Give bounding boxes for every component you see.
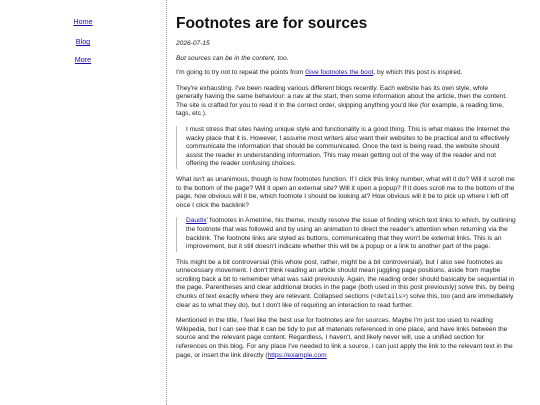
paragraph-exhausting: They're exhausting. I've been reading various different blogs recently. Each website has its own style, while generally having the same behaviour: a nav at the start, then some information about the article, then the content. The site is crafted for you to read it in the correct order, skipping anything you'd like (for example, a reading time, tags, etc.). <box>176 84 507 118</box>
nav-link-blog[interactable]: Blog <box>75 37 91 46</box>
link-example[interactable]: https://example.com <box>267 351 327 359</box>
controversial-text-before: This might be a bit controversial (this whole post, rather, might be a bit controversial), but I also see footnotes as unnecessary movement. I don't think reading an article should mean juggling page positions, aside from maybe scrolling back a bit to remember what was said previously. Again, the reading order should basically be sequential in the page. Parentheses and clear additional blocks in the page (both used in this post previously) solve this, by being chunks of text exactly where they are relevant. Collapsed sections ( <box>176 258 515 301</box>
aside-quote-daudix <box>176 217 516 251</box>
paragraph-controversial <box>176 259 516 311</box>
aside-quote-daudix-text <box>186 217 516 251</box>
sidebar-divider <box>166 0 167 405</box>
intro-text-before: I'm going to try not to repeat the points from <box>176 69 306 76</box>
paragraph-footnote-behaviour: What isn't as unanimous, though is how footnotes function. If I click this linky number, what will it do? Will it scroll me to the bottom of the page? Will it open an external site? Will it open a popup? If it does scroll me to the bottom of the page, how obvious will it be, which footnote I should be looking at? How obvious will it be to pick up where I left off once I click the backlink? <box>176 175 515 209</box>
sidebar-nav <box>0 0 166 405</box>
nav-link-more[interactable]: More <box>74 55 92 64</box>
article-body <box>176 69 516 367</box>
link-daudix[interactable]: Daudix <box>186 217 207 225</box>
sources-text: Mentioned in the title, I feel like the best use for footnotes are for sources. Maybe I'm just too used to reading Wikipedia, but I can see that it can be tidy to put all materials referenced in one place, and have links between the source and the relevant page content. Regardless, I haven't, and likely never will, use a unified section for references on this blog. For any place I've needed to link a source, I can just apply the link to the relevant text in the page, or insert the link directly ( <box>176 317 513 359</box>
daudix-text: ' footnotes in Ametrine, his theme, mostly resolve the issue of finding which text links to which, by outlining the footnote that was followed and by using an animation to direct the reader's attention when returning via the backlink. The footnote links are styled as buttons, communicating that they won't be external links. This is an improvement, but it still doesn't indicate whether this will be a popup or a link to another part of the page. <box>186 217 516 251</box>
aside-quote-style <box>176 126 516 169</box>
post-date: 2026-07-15 <box>176 40 210 47</box>
page-title: Footnotes are for sources <box>176 15 368 32</box>
controversial-text-after: ) solve this, too (and are immediately clear as to what they do), but I don't like of requiring an interaction to read further. <box>176 293 514 309</box>
nav-link-home[interactable]: Home <box>73 17 93 26</box>
link-give-footnotes-the-boot[interactable]: Give footnotes the boot <box>305 69 374 76</box>
paragraph-sources <box>176 317 516 360</box>
post-subtitle: But sources can be in the content, too. <box>176 55 289 62</box>
details-code: <details> <box>372 293 406 301</box>
aside-quote-style-text: I must stress that sites having unique style and functionality is a good thing. This is what makes the Internet the wacky place that it is. However, I assume most writers also want their websites to be practical and to effectively communicate the information that should be communicated. Once the text is being read, the website should assist the reader in understanding information. This may mean getting out of the way of the reader and not offering the reader confusing choices. <box>186 125 510 168</box>
intro-text-after: , by which this post is inspired. <box>373 69 463 76</box>
paragraph-intro <box>176 69 516 78</box>
